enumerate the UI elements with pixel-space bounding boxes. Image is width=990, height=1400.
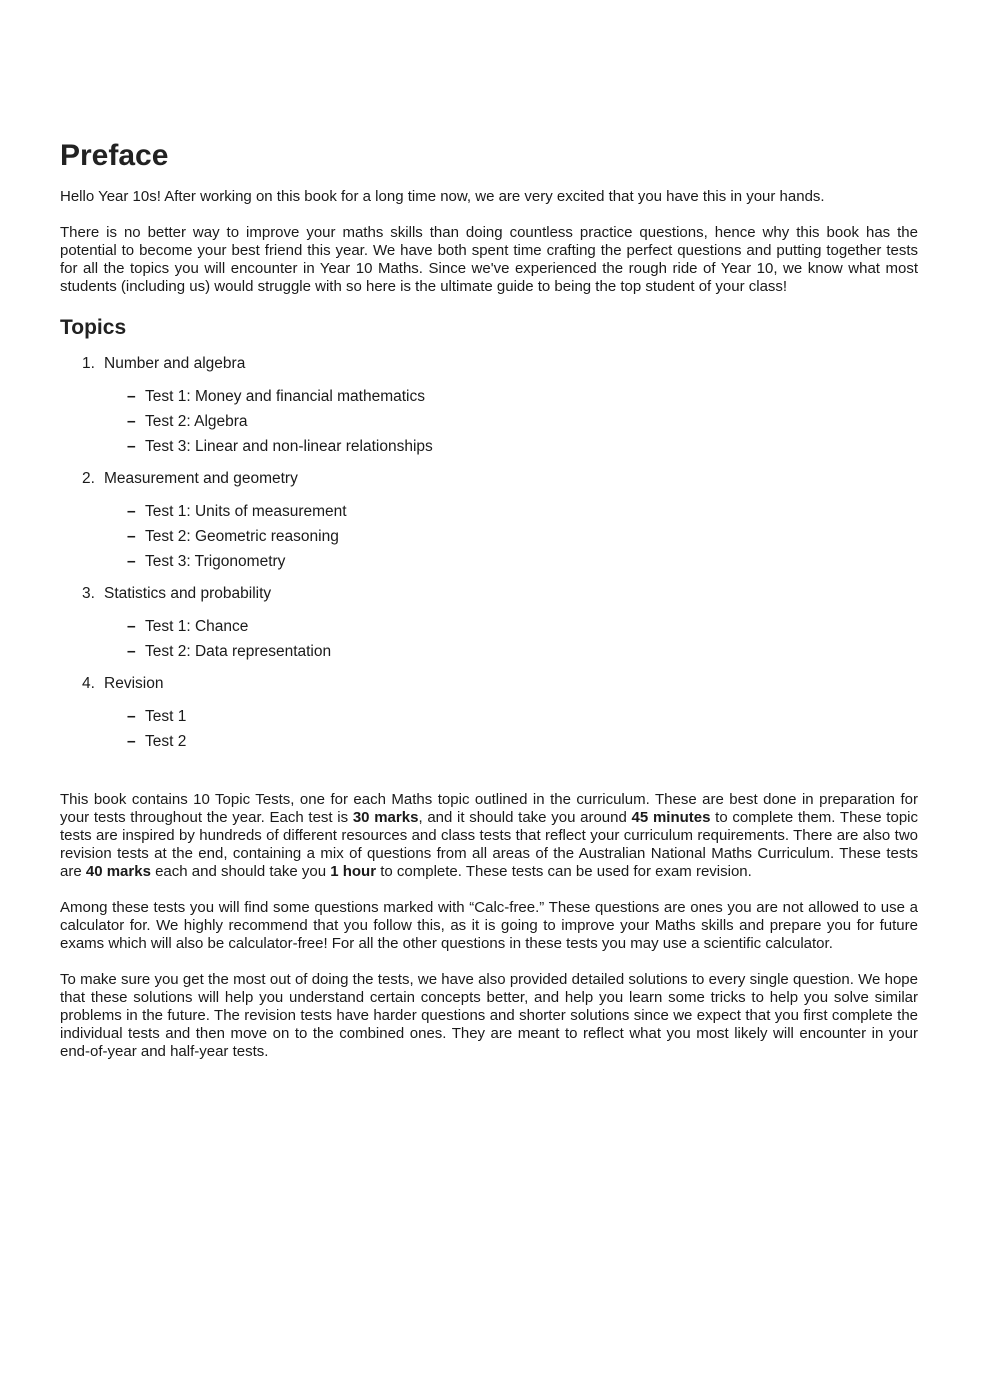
section-spacer	[60, 762, 918, 791]
topics-list	[60, 352, 918, 754]
paragraph-solutions: To make sure you get the most out of doing the tests, we have also provided detailed solutions to every single question. We hope that these solutions will help you understand certain concepts better, and help you learn some tricks to help you solve similar problems in the future. The revision tests have harder questions and shorter solutions since we expect that you first complete the individual tests and then move on to the combined ones. They are meant to reflect what you most likely will encounter in your end-of-year and half-year tests.	[60, 971, 918, 1060]
intro-paragraph: Hello Year 10s! After working on this book for a long time now, we are very excited that you have this in your hands.	[60, 188, 825, 205]
preface-content	[60, 136, 918, 1061]
text-run: , and it should take you around	[418, 809, 632, 826]
test-label: Test 3: Trigonometry	[145, 553, 286, 570]
dash-bullet: –	[127, 503, 136, 520]
dash-bullet: –	[127, 618, 136, 635]
test-label: Test 2: Data representation	[145, 643, 332, 660]
paragraph-practice: There is no better way to improve your maths skills than doing countless practice questions, hence why this book has the potential to become your best friend this year. We have both spent time crafting the perfect questions and putting together tests for all the topics you will encounter in Year 10 Maths. Since we've experienced the rough ride of Year 10, we know what most students (including us) would struggle with so here is the ultimate guide to being the top student of your class!	[60, 224, 918, 295]
test-item	[127, 384, 918, 409]
test-list	[60, 499, 918, 574]
test-list	[60, 704, 918, 754]
test-label: Test 1: Chance	[145, 618, 249, 635]
text-run: to complete them. These topic tests are inspired by hundreds of different resources and class tests that reflect your curriculum requirements. There are also two revision tests at the end, containing a mix of questions from all areas of the Australian National Maths Curriculum. These tests are	[60, 809, 918, 880]
dash-bullet: –	[127, 388, 136, 405]
topic-item	[60, 352, 918, 459]
test-list	[60, 614, 918, 664]
bold-marks: 30 marks	[352, 809, 419, 826]
dash-bullet: –	[127, 643, 136, 660]
text-run: This book contains 10 Topic Tests, one for each Maths topic outlined in the curriculum. These are best done in preparation for your tests throughout the year. Each test is	[60, 791, 918, 826]
dash-bullet: –	[127, 528, 136, 545]
test-label: Test 3: Linear and non-linear relationships	[145, 438, 433, 455]
dash-bullet: –	[127, 708, 136, 725]
topic-item	[60, 582, 918, 664]
text-run: each and should take you	[150, 863, 331, 880]
page-title: Preface	[60, 139, 169, 172]
topic-number: 3.	[82, 585, 95, 602]
topic-item	[60, 467, 918, 574]
test-item	[127, 409, 918, 434]
test-label: Test 2: Geometric reasoning	[145, 528, 339, 545]
test-item	[127, 639, 918, 664]
dash-bullet: –	[127, 413, 136, 430]
bold-minutes: 45 minutes	[631, 809, 711, 826]
topic-item	[60, 672, 918, 754]
topics-heading: Topics	[60, 316, 127, 339]
test-item	[127, 499, 918, 524]
test-label: Test 2: Algebra	[145, 413, 248, 430]
test-label: Test 2	[145, 733, 187, 750]
test-item	[127, 729, 918, 754]
topic-label: Statistics and probability	[104, 585, 272, 602]
topic-label: Measurement and geometry	[104, 470, 298, 487]
paragraph-calc-free: Among these tests you will find some questions marked with “Calc-free.” These questions are ones you are not allowed to use a calculator for. We highly recommend that you follow this, as it is going to improve your Maths skills and prepare you for future exams which will also be calculator-free! For all the other questions in these tests you may use a scientific calculator.	[60, 899, 918, 952]
topic-label: Revision	[104, 675, 164, 692]
test-item	[127, 434, 918, 459]
bold-hour: 1 hour	[330, 863, 377, 880]
test-item	[127, 549, 918, 574]
test-label: Test 1: Money and financial mathematics	[145, 388, 425, 405]
topic-number: 2.	[82, 470, 95, 487]
topic-label: Number and algebra	[104, 355, 246, 372]
test-item	[127, 704, 918, 729]
test-label: Test 1: Units of measurement	[145, 503, 347, 520]
topic-number: 1.	[82, 355, 95, 372]
dash-bullet: –	[127, 438, 136, 455]
test-item	[127, 524, 918, 549]
bold-revision-marks: 40 marks	[85, 863, 151, 880]
test-list	[60, 384, 918, 459]
dash-bullet: –	[127, 553, 136, 570]
topic-number: 4.	[82, 675, 95, 692]
dash-bullet: –	[127, 733, 136, 750]
text-run: to complete. These tests can be used for exam revision.	[376, 863, 752, 880]
test-label: Test 1	[145, 708, 187, 725]
test-item	[127, 614, 918, 639]
paragraph-tests-info	[60, 791, 918, 881]
